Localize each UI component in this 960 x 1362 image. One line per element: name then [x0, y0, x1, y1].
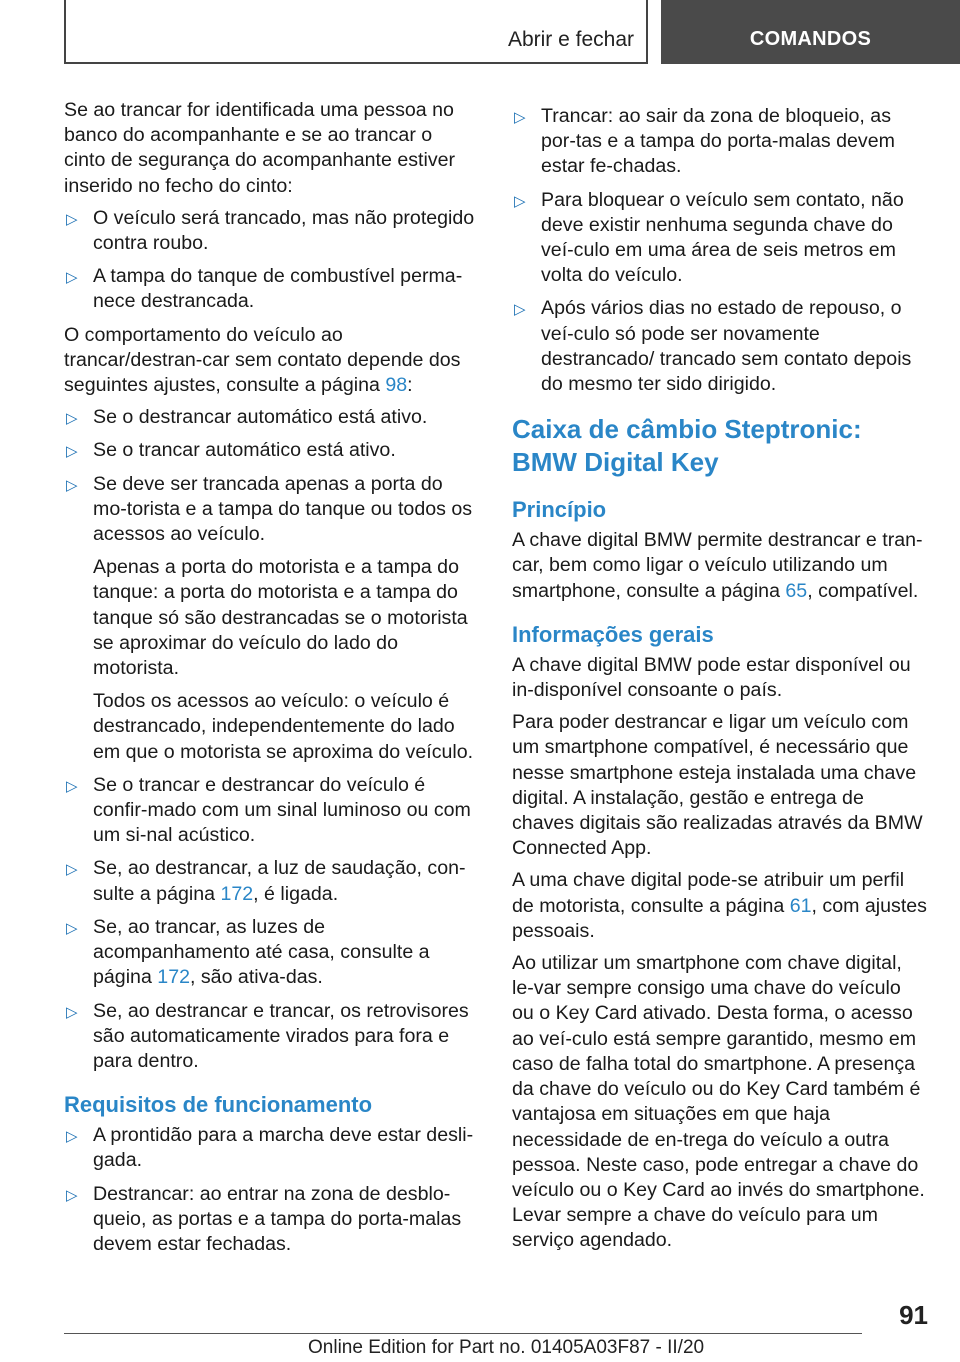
page-link[interactable]: 61 [789, 894, 812, 917]
principle-paragraph: A chave digital BMW permite destrancar e tran-car, bem como ligar o veículo utilizando um smartphone, consulte a página 65, compatível. [512, 529, 923, 602]
bullet-triangle-icon: ▷ [66, 210, 78, 228]
list-item: ▷ Destrancar: ao entrar na zona de desblo-queio, as portas e a tampa do porta-malas devem estar fechadas. [66, 1182, 462, 1255]
requirements-heading: Requisitos de funcionamento [64, 1092, 373, 1118]
edition-note: Online Edition for Part no. 01405A03F87 - II/20 [308, 1337, 705, 1358]
chapter-tab [661, 0, 960, 64]
list-item: ▷ Se o destrancar automático está ativo. [64, 405, 478, 430]
page-link[interactable]: 98 [385, 374, 408, 397]
list-item: ▷ Se o trancar e destrancar do veículo é confir-mado com um sinal luminoso ou com um si-nal acústico. [66, 773, 471, 847]
list-item: ▷ Se o trancar automático está ativo. [64, 438, 478, 463]
list-item: ▷ Se, ao trancar, as luzes de acompanhamento até casa, consulte a página 172, são ativa-das. [66, 915, 430, 989]
info-paragraph: A uma chave digital pode-se atribuir um perfil de motorista, consulte a página 61, com ajustes pessoais. [512, 869, 927, 942]
bullet-triangle-icon: ▷ [514, 109, 526, 126]
bullet-triangle-icon: ▷ [514, 192, 526, 210]
header-section-box [64, 0, 648, 64]
info-heading: Informações gerais [512, 621, 714, 647]
section-title: Abrir e fechar [507, 28, 634, 51]
list-item: ▷ Se, ao destrancar e trancar, os retrovisores são automaticamente virados para fora e para dentro. [66, 999, 469, 1072]
list-item: ▷ Após vários dias no estado de repouso, o veí-culo só pode ser novamente destrancado/ trancado sem contato depois do mesmo ter sido dirigido. [514, 297, 912, 396]
page-number: 91 [899, 1300, 928, 1330]
bullet-triangle-icon: ▷ [66, 1186, 78, 1204]
section-heading: Caixa de câmbio Steptronic: BMW Digital Key [512, 414, 862, 478]
chapter-title: COMANDOS [749, 28, 872, 50]
bullet-triangle-icon: ▷ [66, 1128, 78, 1146]
page-link[interactable]: 172 [157, 966, 190, 989]
info-paragraph: Para poder destrancar e ligar um veículo com um smartphone compatível, é necessário que nesse smartphone esteja instalada uma chave digital. A instalação, gestão e entrega de chaves digitais são realizadas através da BMW Connected App. [512, 711, 923, 860]
bullet-triangle-icon: ▷ [514, 301, 526, 319]
bullet-triangle-icon: ▷ [66, 269, 78, 287]
left-column [64, 98, 478, 1265]
info-paragraph: A chave digital BMW pode estar disponível ou in-disponível consoante o país. [512, 653, 911, 702]
list-item: ▷ O veículo será trancado, mas não protegido contra roubo. [66, 206, 475, 255]
bullet-triangle-icon: ▷ [66, 443, 78, 461]
page-link[interactable]: 65 [785, 579, 808, 602]
sub-paragraph: Todos os acessos ao veículo: o veículo é destrancado, independentemente do lado em que o motorista se aproxima do veículo. [93, 690, 474, 763]
right-column [512, 104, 928, 1261]
bullet-triangle-icon: ▷ [66, 476, 78, 494]
list-item: ▷ Se deve ser trancada apenas a porta do mo-torista e a tampa do tanque ou todos os acessos ao veículo. [66, 472, 473, 546]
intro-paragraph: Se ao trancar for identificada uma pessoa no banco do acompanhante e se ao trancar o cinto de segurança do acompanhante estiver inserido no fecho do cinto: [64, 99, 456, 197]
bullet-triangle-icon: ▷ [66, 410, 78, 428]
sub-paragraph: Apenas a porta do motorista e a tampa do tanque: a porta do motorista e a tampa do tanque só são destrancadas se o motorista se aproximar do veículo do lado do motorista. [93, 556, 468, 680]
page-link[interactable]: 172 [220, 882, 254, 905]
bullet-triangle-icon: ▷ [66, 777, 78, 795]
list-item: ▷ A tampa do tanque de combustível perma-nece destrancada. [66, 265, 463, 313]
list-item: ▷ Se, ao destrancar, a luz de saudação, con-sulte a página 172, é ligada. [66, 857, 466, 905]
bullet-triangle-icon: ▷ [66, 1003, 78, 1021]
principle-heading: Princípio [512, 497, 607, 523]
settings-paragraph: O comportamento do veículo ao trancar/destran-car sem contato depende dos seguintes ajustes, consulte a página 98: [64, 323, 461, 397]
list-item: ▷ A prontidão para a marcha deve estar desli-gada. [66, 1124, 474, 1172]
bullet-triangle-icon: ▷ [66, 861, 78, 879]
bullet-triangle-icon: ▷ [66, 919, 78, 937]
info-paragraph: Ao utilizar um smartphone com chave digital, le-var sempre consigo uma chave do veículo ou o Key Card ativado. Desta forma, o acesso ao veí-culo está sempre garantido, mesmo em caso de falha total do smartphone. A presença da chave do veículo ou do Key Card também é vantajosa em situações em que haja necessidade de en-trega do veículo a outra pessoa. Neste caso, pode entregar a chave do veículo ou o Key Card ao invés do smartphone. Levar sempre a chave do veículo para um serviço agendado. [512, 952, 925, 1252]
list-item: ▷ Para bloquear o veículo sem contato, não deve existir nenhuma segunda chave do veí-culo em uma área de seis metros em volta do veículo. [514, 188, 904, 287]
list-item: ▷ Trancar: ao sair da zona de bloqueio, as por-tas e a tampa do porta-malas devem estar fe-chadas. [514, 105, 895, 178]
footer-divider [64, 1333, 862, 1334]
